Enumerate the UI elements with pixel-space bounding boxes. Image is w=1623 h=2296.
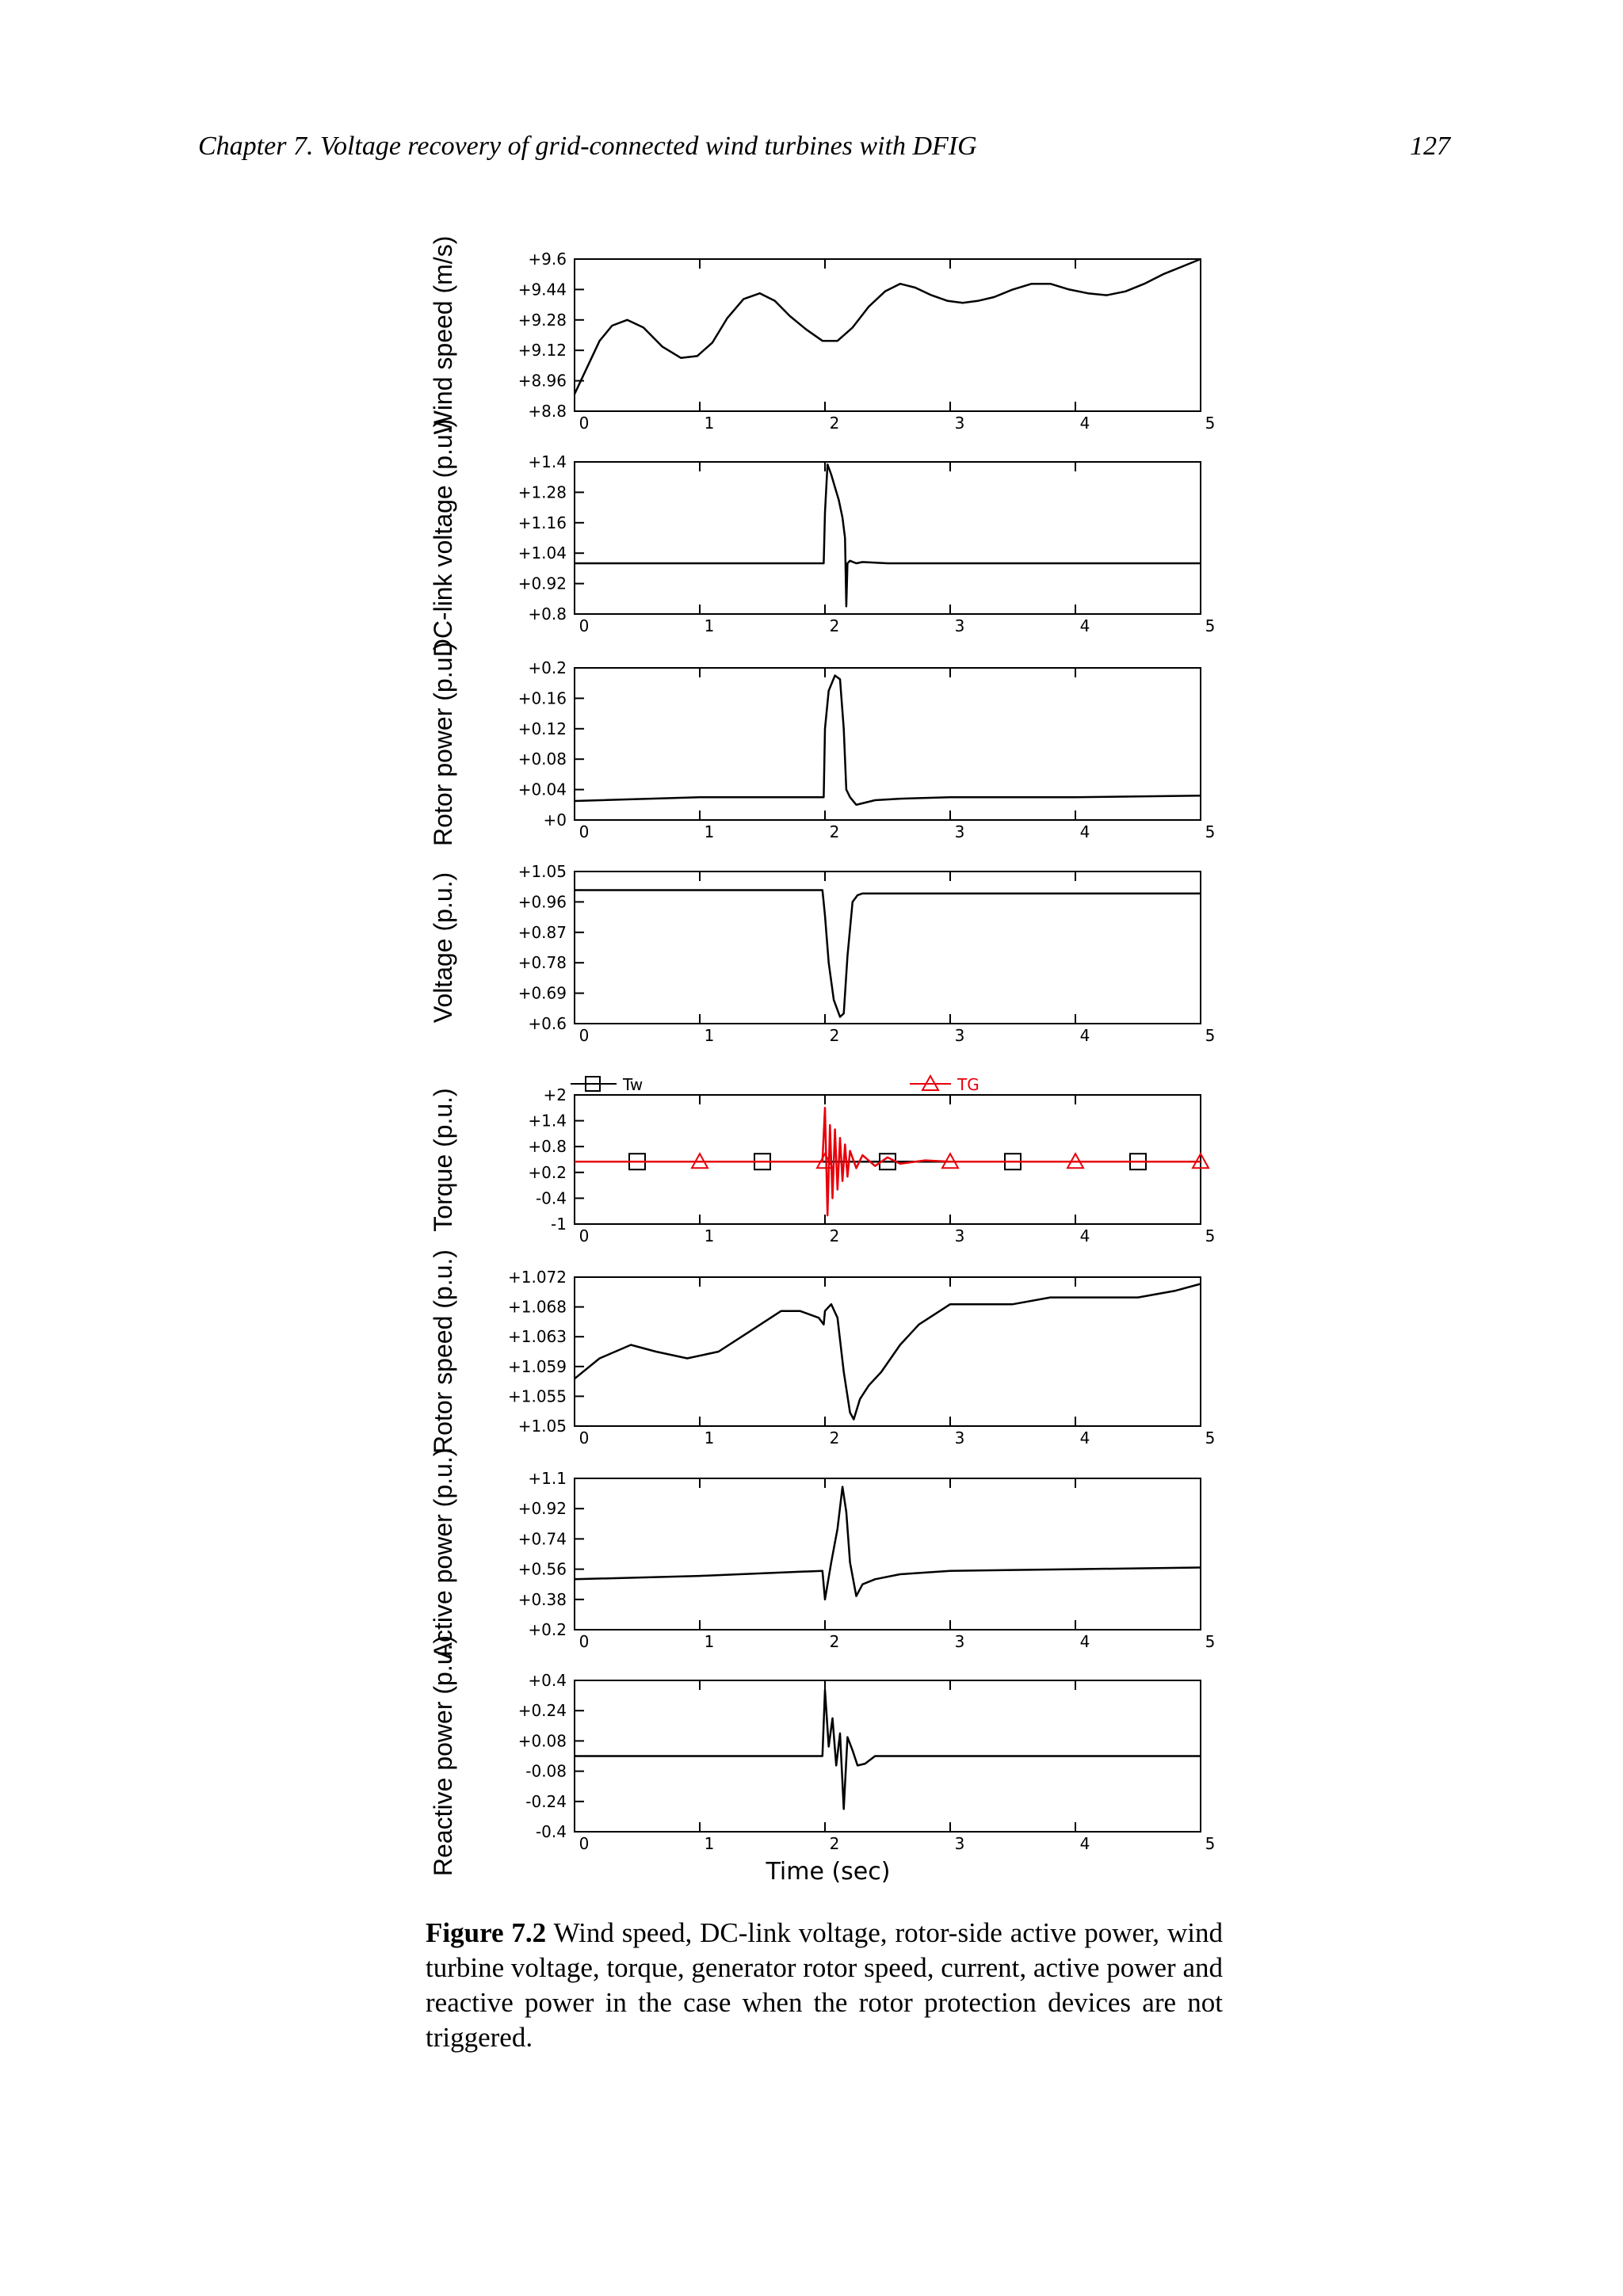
y-tick-label: +0.69 — [517, 983, 567, 1003]
x-tick-label: 2 — [829, 414, 840, 433]
chart-panel-6 — [429, 1249, 1215, 1454]
x-tick-label: 2 — [829, 1026, 840, 1045]
x-tick-label: 4 — [1079, 616, 1090, 635]
x-tick-label: 0 — [579, 414, 590, 433]
y-tick-label: +0.8 — [528, 605, 567, 624]
y-tick-label: +0.12 — [517, 719, 567, 738]
y-axis-label: Active power (p.u.) — [429, 1447, 457, 1660]
y-axis-label: Voltage (p.u.) — [429, 871, 457, 1024]
y-axis-label: Rotor speed (p.u.) — [429, 1249, 457, 1454]
x-tick-label: 5 — [1205, 1834, 1216, 1853]
x-tick-label: 5 — [1205, 1428, 1216, 1447]
y-tick-label: +1.063 — [507, 1327, 567, 1347]
x-tick-label: 1 — [704, 822, 715, 841]
y-tick-label: +0.16 — [517, 688, 567, 708]
y-tick-label: +9.12 — [517, 341, 567, 360]
x-tick-label: 2 — [829, 1226, 840, 1245]
y-axis-label: Reactive power (p.u.) — [429, 1634, 457, 1877]
x-tick-label: 1 — [704, 1026, 715, 1045]
x-tick-label: 5 — [1205, 822, 1216, 841]
chart-panel-4 — [429, 862, 1215, 1045]
legend-tg-label: TG — [957, 1075, 980, 1094]
y-tick-label: +1.4 — [528, 452, 567, 471]
y-tick-label: +0.08 — [517, 749, 567, 769]
series-line-voltage — [575, 891, 1201, 1017]
page-number: 127 — [1410, 132, 1450, 161]
y-tick-label: +0.96 — [517, 892, 567, 912]
x-tick-label: 4 — [1079, 1834, 1090, 1853]
y-tick-label: +0.74 — [517, 1529, 567, 1549]
y-tick-label: +2 — [543, 1085, 567, 1104]
legend-tw-label: Tw — [623, 1075, 643, 1094]
x-tick-label: 0 — [579, 1026, 590, 1045]
x-tick-label: 0 — [579, 1428, 590, 1447]
x-tick-label: 4 — [1079, 1632, 1090, 1651]
y-axis-label: Torque (p.u.) — [429, 1088, 457, 1232]
y-tick-label: +1.05 — [517, 862, 567, 881]
x-tick-label: 0 — [579, 822, 590, 841]
x-tick-label: 4 — [1079, 1026, 1090, 1045]
plot-frame — [575, 259, 1201, 411]
x-tick-label: 5 — [1205, 1632, 1216, 1651]
chart-panel-5 — [429, 1075, 1215, 1245]
chart-panel-1 — [429, 236, 1215, 435]
x-tick-label: 0 — [579, 1226, 590, 1245]
x-tick-label: 3 — [954, 1226, 965, 1245]
y-tick-label: +0.2 — [528, 658, 567, 677]
y-tick-label: -0.4 — [535, 1822, 567, 1841]
y-tick-label: +0.04 — [517, 780, 567, 799]
x-tick-label: 2 — [829, 1632, 840, 1651]
x-axis-label: Time (sec) — [766, 1858, 891, 1886]
x-tick-label: 1 — [704, 414, 715, 433]
figure-caption — [426, 1916, 1223, 2055]
x-tick-label: 4 — [1079, 414, 1090, 433]
x-tick-label: 5 — [1205, 414, 1216, 433]
x-tick-label: 3 — [954, 1026, 965, 1045]
y-tick-label: +0.2 — [528, 1620, 567, 1639]
x-tick-label: 3 — [954, 616, 965, 635]
x-tick-label: 5 — [1205, 1026, 1216, 1045]
y-tick-label: +0.38 — [517, 1589, 567, 1609]
y-tick-label: -0.4 — [535, 1188, 567, 1208]
x-tick-label: 2 — [829, 822, 840, 841]
plot-frame — [575, 462, 1201, 614]
x-tick-label: 3 — [954, 1428, 965, 1447]
y-tick-label: +1.4 — [528, 1111, 567, 1131]
x-tick-label: 4 — [1079, 822, 1090, 841]
y-tick-label: +0 — [543, 810, 567, 830]
plot-frame — [575, 1478, 1201, 1630]
x-tick-label: 3 — [954, 1632, 965, 1651]
x-tick-label: 1 — [704, 616, 715, 635]
x-tick-label: 1 — [704, 1834, 715, 1853]
y-tick-label: +0.92 — [517, 574, 567, 593]
plot-frame — [575, 1095, 1201, 1224]
y-tick-label: +0.56 — [517, 1559, 567, 1579]
chart-panel-3 — [429, 642, 1215, 846]
y-tick-label: +8.96 — [517, 371, 567, 391]
y-tick-label: +1.1 — [528, 1469, 567, 1488]
y-axis-label: Rotor power (p.u.) — [429, 642, 457, 846]
y-tick-label: +9.6 — [528, 250, 567, 269]
x-tick-label: 1 — [704, 1428, 715, 1447]
y-tick-label: +8.8 — [528, 402, 567, 421]
x-tick-label: 0 — [579, 1632, 590, 1651]
y-tick-label: -0.24 — [525, 1791, 567, 1811]
x-tick-label: 5 — [1205, 616, 1216, 635]
chart-panel-7 — [429, 1448, 1215, 1660]
x-tick-label: 1 — [704, 1226, 715, 1245]
y-tick-label: +1.28 — [517, 482, 567, 502]
y-tick-label: +1.072 — [507, 1268, 567, 1287]
x-tick-label: 2 — [829, 616, 840, 635]
y-tick-label: +0.08 — [517, 1731, 567, 1751]
series-line-rotor-power — [575, 676, 1201, 805]
series-line-reactive-power — [575, 1690, 1201, 1809]
y-tick-label: +1.04 — [517, 543, 567, 563]
y-tick-label: +9.44 — [517, 280, 567, 299]
y-axis-label: Wind speed (m/s) — [429, 235, 457, 435]
x-tick-label: 1 — [704, 1632, 715, 1651]
x-tick-label: 4 — [1079, 1428, 1090, 1447]
x-tick-label: 5 — [1205, 1226, 1216, 1245]
x-tick-label: 3 — [954, 414, 965, 433]
x-tick-label: 2 — [829, 1428, 840, 1447]
x-tick-label: 2 — [829, 1834, 840, 1853]
y-tick-label: +0.8 — [528, 1137, 567, 1157]
y-tick-label: +1.055 — [507, 1386, 567, 1406]
y-tick-label: +0.24 — [517, 1701, 567, 1721]
caption-text: Wind speed, DC-link voltage, rotor-side active power, wind turbine voltage, torque, generator rotor speed, current, active power and reactive power in the case when the rotor protection devices are not triggered. — [426, 1917, 1223, 2053]
x-tick-label: 0 — [579, 616, 590, 635]
y-tick-label: +0.87 — [517, 922, 567, 942]
y-tick-label: +9.28 — [517, 310, 567, 330]
chart-panel-8 — [429, 1635, 1215, 1886]
series-line-wind-speed — [575, 259, 1201, 394]
y-tick-label: +0.2 — [528, 1162, 567, 1182]
y-tick-label: +0.4 — [528, 1671, 567, 1690]
y-tick-label: +1.16 — [517, 513, 567, 532]
x-tick-label: 3 — [954, 1834, 965, 1853]
y-tick-label: -1 — [551, 1215, 567, 1234]
figure-label: Figure 7.2 — [426, 1917, 547, 1948]
x-tick-label: 0 — [579, 1834, 590, 1853]
y-tick-label: -0.08 — [525, 1761, 567, 1781]
y-axis-label: DC-link voltage (p.u.) — [429, 418, 457, 658]
y-tick-label: +0.92 — [517, 1499, 567, 1519]
x-tick-label: 4 — [1079, 1226, 1090, 1245]
chapter-title: Chapter 7. Voltage recovery of grid-connected wind turbines with DFIG — [198, 132, 977, 161]
y-tick-label: +1.068 — [507, 1297, 567, 1317]
x-tick-label: 3 — [954, 822, 965, 841]
series-line-dc-link-voltage — [575, 464, 1201, 606]
series-line-active-power — [575, 1487, 1201, 1600]
chart-panel-2 — [429, 419, 1215, 658]
plot-frame — [575, 1277, 1201, 1426]
series-line-rotor-speed — [575, 1284, 1201, 1420]
y-tick-label: +0.6 — [528, 1014, 567, 1033]
y-tick-label: +1.059 — [507, 1356, 567, 1376]
y-tick-label: +0.78 — [517, 953, 567, 973]
y-tick-label: +1.05 — [517, 1417, 567, 1436]
